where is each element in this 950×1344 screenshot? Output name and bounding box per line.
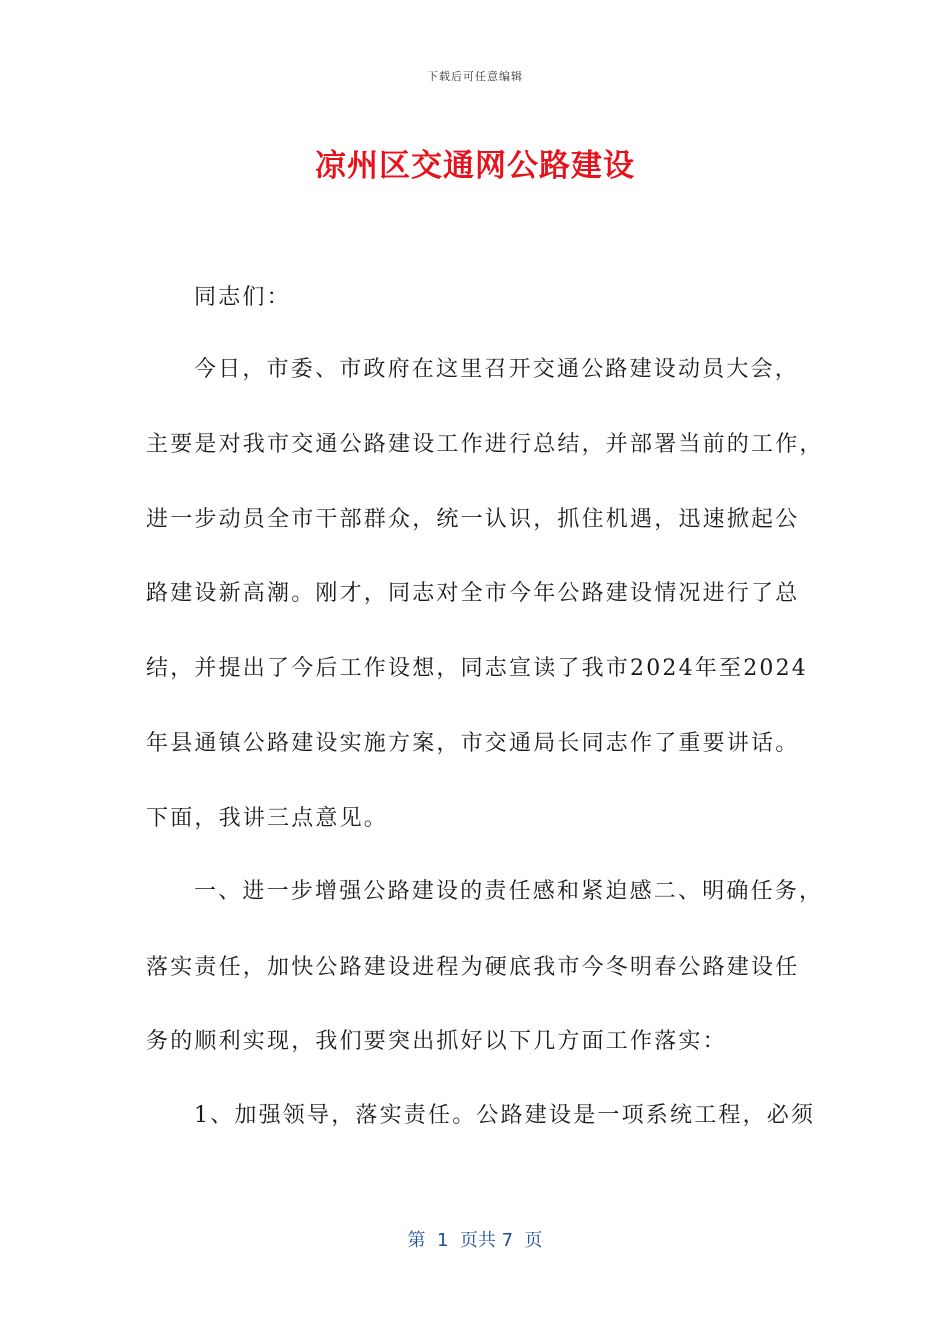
paragraph-line: 下面，我讲三点意见。 bbox=[146, 806, 389, 831]
paragraph-line: 1、加强领导，落实责任。公路建设是一项系统工程，必须 bbox=[194, 1103, 816, 1128]
document-title: 凉州区交通网公路建设 bbox=[315, 148, 635, 184]
paragraph-line: 结，并提出了今后工作设想，同志宣读了我市2024年至2024 bbox=[146, 656, 808, 681]
paragraph-line: 今日，市委、市政府在这里召开交通公路建设动员大会， bbox=[194, 357, 800, 382]
paragraph-line: 一、进一步增强公路建设的责任感和紧迫感二、明确任务， bbox=[194, 879, 824, 904]
salutation-line: 同志们： bbox=[194, 285, 291, 310]
paragraph-line: 路建设新高潮。刚才，同志对全市今年公路建设情况进行了总 bbox=[146, 581, 800, 606]
paragraph-line: 落实责任，加快公路建设进程为硬底我市今冬明春公路建设任 bbox=[146, 955, 800, 980]
page-footer: 第 1 页共 7 页 bbox=[407, 1230, 543, 1251]
paragraph-line: 主要是对我市交通公路建设工作进行总结，并部署当前的工作， bbox=[146, 432, 824, 457]
paragraph-line: 进一步动员全市干部群众，统一认识，抓住机遇，迅速掀起公 bbox=[146, 507, 800, 532]
header-note: 下载后可任意编辑 bbox=[427, 70, 523, 83]
paragraph-line: 务的顺利实现，我们要突出抓好以下几方面工作落实： bbox=[146, 1029, 727, 1054]
paragraph-line: 年县通镇公路建设实施方案，市交通局长同志作了重要讲话。 bbox=[146, 731, 800, 756]
